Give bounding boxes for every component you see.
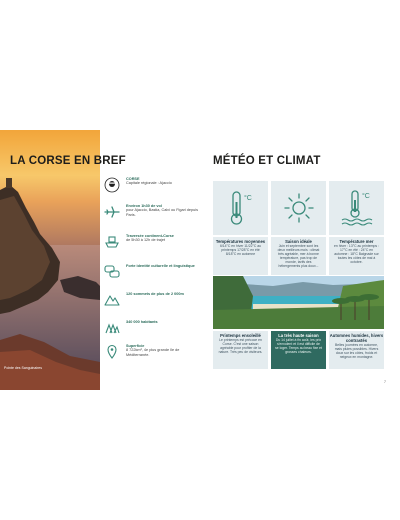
card-high-season	[271, 331, 326, 369]
fact-body: de 5h30 à 12h de trajet	[126, 238, 166, 243]
fact-body: Capitale régionale : Ajaccio	[126, 181, 172, 186]
card-text: Juin et septembre sont les deux meilleurs mois : climat très agréable, mer à bonne température, pas trop de monde, tarifs des hébergements plus doux...	[277, 244, 320, 269]
photo-caption: Pointe des Sanguinaires	[4, 366, 42, 370]
fact-head: Forte identité culturelle et linguistique	[126, 264, 195, 268]
ferry-icon	[104, 234, 122, 250]
guidebook-spread	[0, 130, 400, 390]
degree-label: °C	[243, 195, 252, 202]
beach-landscape-photo	[213, 276, 384, 329]
mountains-icon	[104, 292, 122, 308]
card-temperatures	[213, 237, 268, 275]
map-pin-icon	[104, 344, 122, 360]
card-text: Belles journées en automne, mais pluies possibles. Hivers doux sur les côtes, froids et neigeux en montagne.	[334, 343, 379, 360]
sunset-coast-photo	[0, 130, 100, 390]
fact-population	[104, 320, 200, 340]
card-text: Du 14 juillet à fin août, les prix s'envolent et il est difficile de se loger. Temps au beau fixe et grosses chaleurs.	[275, 338, 322, 355]
card-spring	[213, 331, 268, 369]
card-title: Température mer	[339, 239, 374, 244]
fact-ferry	[104, 234, 200, 254]
people-icon	[104, 320, 122, 336]
left-page-title: LA CORSE EN BREF	[10, 155, 126, 167]
fact-head: Superficie	[126, 344, 145, 348]
sun-icon	[282, 191, 316, 225]
tile-season	[271, 181, 326, 235]
fact-body: 8 722km², 4e plus grande île de Méditerranée.	[126, 348, 180, 357]
tile-temperatures	[213, 181, 268, 235]
card-autumn-winter	[329, 331, 384, 369]
fact-flight	[104, 204, 200, 224]
degree-label: °C	[361, 193, 370, 200]
fact-capital	[104, 177, 200, 197]
card-title: Automnes humides, hivers contrastés	[329, 333, 384, 343]
card-text: Le printemps est précoce en Corse. C'est une saison agréable pour profiter de la nature. Très peu de visiteurs.	[218, 338, 263, 355]
sea-thermometer-icon	[339, 188, 375, 228]
fact-area	[104, 344, 200, 364]
fact-head: Traversée continent-Corse	[126, 234, 174, 238]
card-season	[271, 237, 326, 275]
card-text: en hiver : 13°C au printemps : 17°C en été : 24°C en automne : 18°C Baignade sur toutes les côtes de mai à octobre.	[334, 244, 379, 265]
card-title: La très haute saison	[278, 333, 319, 338]
card-title: Saison idéale	[285, 239, 312, 244]
card-title: Températures moyennes	[215, 239, 266, 244]
tile-sea-temperature	[329, 181, 384, 235]
card-text: 6/14°C en hiver 11/22°C au printemps 17/28°C en été 8/18°C en automne	[219, 244, 262, 257]
page-number: 7	[384, 380, 386, 384]
speech-bubbles-icon	[104, 264, 122, 280]
right-page-title: MÉTÉO ET CLIMAT	[213, 155, 321, 167]
fact-culture	[104, 264, 200, 284]
fact-head: Environ 1h30 de vol	[126, 204, 162, 208]
fact-head: CORSE	[126, 177, 140, 181]
fact-head: 340 000 habitants	[126, 320, 158, 324]
fact-body: pour Ajaccio, Bastia, Calvi ou Figari depuis Paris.	[126, 208, 198, 217]
card-title: Printemps ensoleillé	[220, 333, 261, 338]
card-sea-temperature	[329, 237, 384, 275]
corsica-flag-icon	[104, 177, 122, 193]
airplane-icon	[104, 204, 122, 220]
thermometer-icon	[224, 188, 258, 228]
fact-head: 120 sommets de plus de 2 000m	[126, 292, 184, 296]
fact-peaks	[104, 292, 200, 312]
